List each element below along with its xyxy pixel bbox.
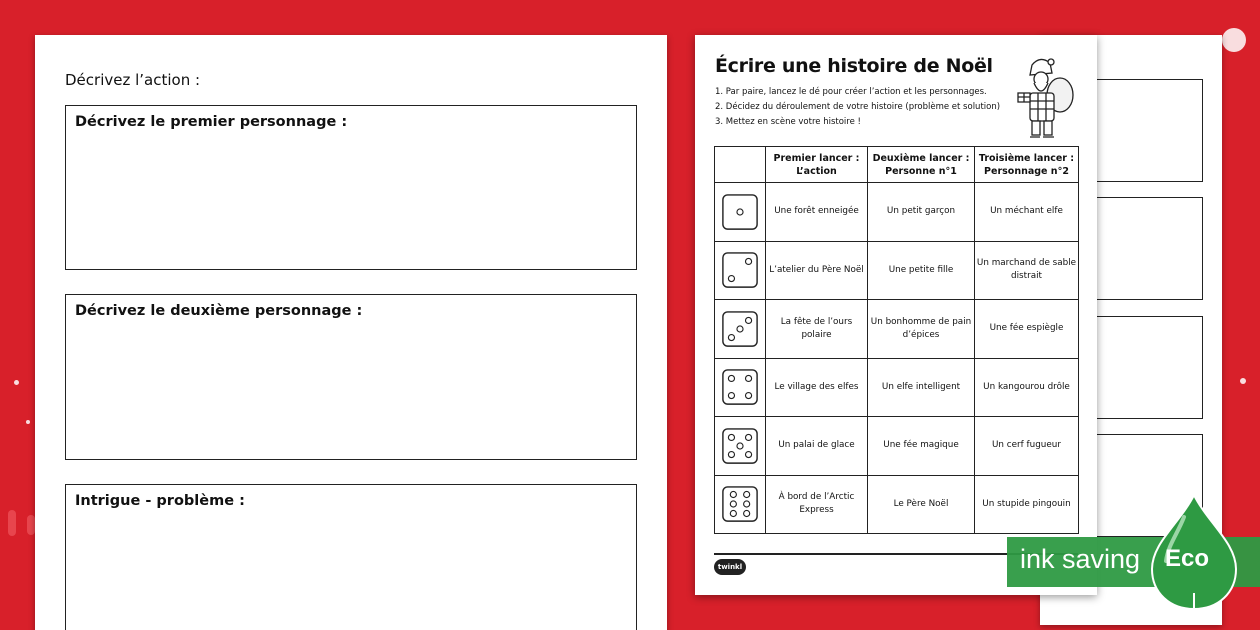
die-two-icon <box>721 251 759 289</box>
die-cell <box>715 475 766 534</box>
table-row <box>715 417 1079 476</box>
header-line: Premier lancer : <box>773 152 860 164</box>
person1-cell: Une fée magique <box>868 417 975 476</box>
header-line: L’action <box>796 165 837 177</box>
table-row <box>715 241 1079 300</box>
action-cell: L’atelier du Père Noël <box>766 241 868 300</box>
person1-cell: Un petit garçon <box>868 183 975 242</box>
action-cell: Un palai de glace <box>766 417 868 476</box>
person1-cell: Une petite fille <box>868 241 975 300</box>
first-character-box <box>65 105 637 270</box>
ink-saving-text: ink saving <box>1020 544 1141 574</box>
die-cell <box>715 183 766 242</box>
person1-cell: Le Père Noël <box>868 475 975 534</box>
santa-illustration-icon <box>1010 53 1078 141</box>
die-six-icon <box>721 485 759 523</box>
person2-cell: Une fée espiègle <box>975 300 1079 359</box>
twinkl-logo: twinkl <box>714 559 746 575</box>
snow-spot <box>26 420 30 424</box>
header-line: Deuxième lancer : <box>872 152 970 164</box>
snow-spot <box>1240 378 1246 384</box>
back-box <box>1095 197 1203 300</box>
snow-spot <box>14 380 19 385</box>
dice-roll-table <box>714 146 1079 534</box>
back-box <box>1095 79 1203 182</box>
person2-cell: Un stupide pingouin <box>975 475 1079 534</box>
die-cell <box>715 300 766 359</box>
second-character-box <box>65 294 637 460</box>
person2-cell: Un méchant elfe <box>975 183 1079 242</box>
die-five-icon <box>721 427 759 465</box>
table-row <box>715 183 1079 242</box>
person2-cell: Un kangourou drôle <box>975 358 1079 417</box>
die-one-icon <box>721 193 759 231</box>
header-blank <box>715 147 766 183</box>
eco-label: Eco <box>1165 545 1210 572</box>
person2-cell: Un marchand de sable distrait <box>975 241 1079 300</box>
action-heading: Décrivez l’action : <box>65 71 201 89</box>
back-box <box>1095 316 1203 419</box>
snow-spot <box>1222 28 1246 52</box>
worksheet-page <box>695 35 1097 595</box>
second-character-label: Décrivez le deuxième personnage : <box>75 303 363 319</box>
person2-cell: Un cerf fugueur <box>975 417 1079 476</box>
table-row <box>715 358 1079 417</box>
header-second-roll <box>868 147 975 183</box>
header-line: Troisième lancer : <box>978 152 1075 164</box>
table-row <box>715 300 1079 359</box>
die-three-icon <box>721 310 759 348</box>
die-four-icon <box>721 368 759 406</box>
plot-problem-label: Intrigue - problème : <box>75 493 245 509</box>
person1-cell: Un elfe intelligent <box>868 358 975 417</box>
paint-drip <box>8 510 16 536</box>
worksheet-title: Écrire une histoire de Noël <box>715 55 993 77</box>
action-cell: Le village des elfes <box>766 358 868 417</box>
action-cell: À bord de l’Arctic Express <box>766 475 868 534</box>
first-character-label: Décrivez le premier personnage : <box>75 114 348 130</box>
table-row <box>715 475 1079 534</box>
header-third-roll <box>975 147 1079 183</box>
left-page <box>35 35 667 630</box>
plot-problem-box <box>65 484 637 630</box>
die-cell <box>715 417 766 476</box>
action-cell: La fête de l’ours polaire <box>766 300 868 359</box>
die-cell <box>715 241 766 300</box>
instructions-list <box>715 85 1000 130</box>
header-line: Personnage n°2 <box>984 165 1069 177</box>
header-first-roll <box>766 147 868 183</box>
instruction-step: 1. Par paire, lancez le dé pour créer l’action et les personnages. <box>715 87 987 97</box>
action-cell: Une forêt enneigée <box>766 183 868 242</box>
table-header-row <box>715 147 1079 183</box>
instruction-step: 3. Mettez en scène votre histoire ! <box>715 117 861 127</box>
paint-drip <box>27 515 35 535</box>
instruction-step: 2. Décidez du déroulement de votre histoire (problème et solution) <box>715 102 1001 112</box>
die-cell <box>715 358 766 417</box>
person1-cell: Un bonhomme de pain d’épices <box>868 300 975 359</box>
header-line: Personne n°1 <box>885 165 957 177</box>
